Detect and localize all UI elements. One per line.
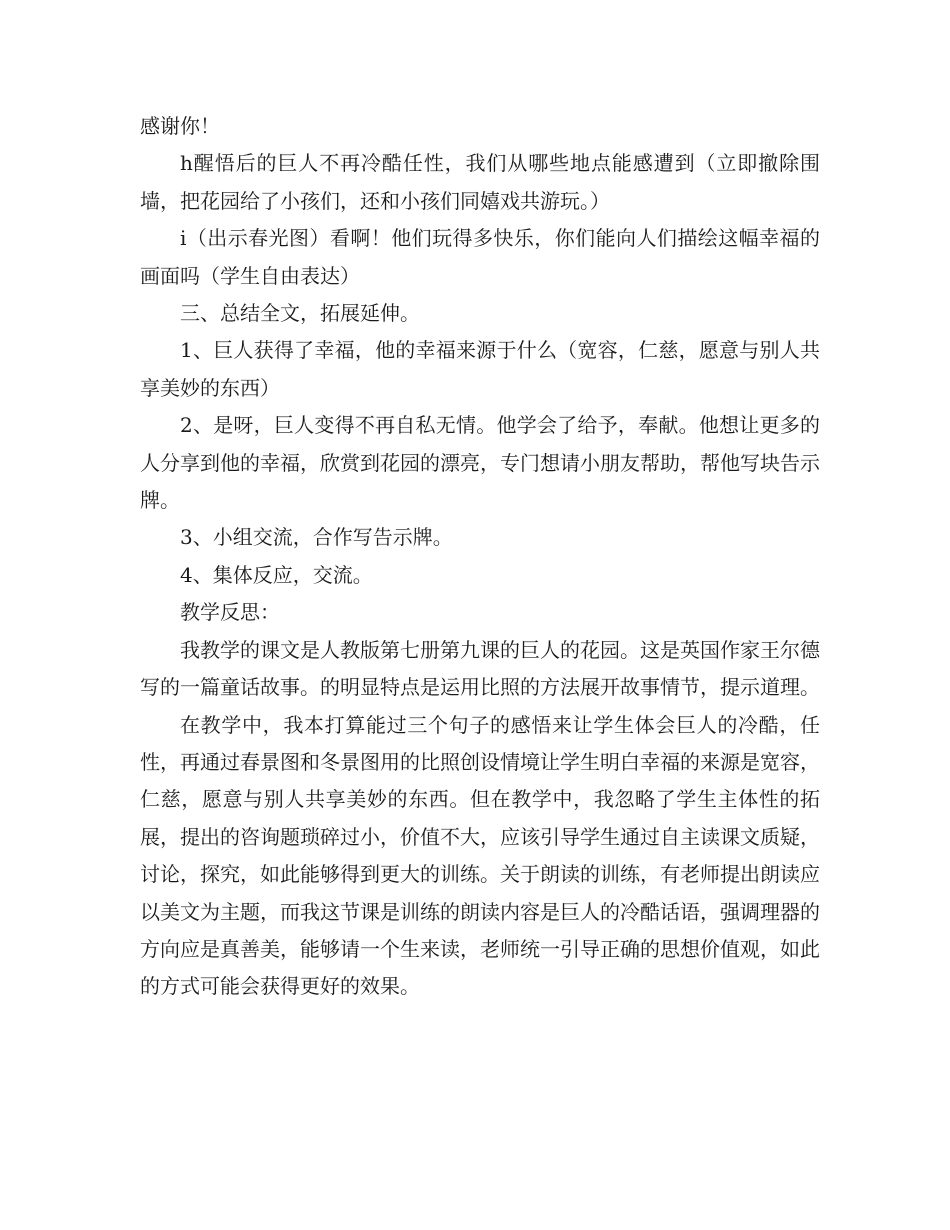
paragraph-5: 2、是呀，巨人变得不再自私无情。他学会了给予，奉献。他想让更多的人分享到他的幸福，欣赏到花园的漂亮，专门想请小朋友帮助，帮他写块告示牌。 — [140, 413, 820, 513]
section-heading-reflection: 教学反思： — [180, 600, 280, 625]
paragraph-7: 4、集体反应，交流。 — [180, 562, 373, 587]
document-body — [140, 108, 820, 1006]
paragraph-6: 3、小组交流，合作写告示牌。 — [180, 525, 453, 550]
paragraph-9: 在教学中，我本打算能过三个句子的感悟来让学生体会巨人的冷酷，任性，再通过春景图和冬景图用的比照创设情境让学生明白幸福的来源是宽容，仁慈，愿意与别人共享美妙的东西。但在教学中，我忽略了学生主体性的拓展，提出的咨询题琐碎过小，价值不大，应该引导学生通过自主读课文质疑，讨论，探究，如此能够得到更大的训练。关于朗读的训练，有老师提出朗读应以美文为主题，而我这节课是训练的朗读内容是巨人的冷酷话语，强调理器的方向应是真善美，能够请一个生来读，老师统一引导正确的思想价值观，如此的方式可能会获得更好的效果。 — [140, 712, 820, 999]
paragraph-4: 1、巨人获得了幸福，他的幸福来源于什么（宽容，仁慈，愿意与别人共享美妙的东西） — [140, 338, 820, 400]
paragraph-2: h醒悟后的巨人不再冷酷任性，我们从哪些地点能感遭到（立即撤除围墙，把花园给了小孩们，还和小孩们同嬉戏共游玩。） — [140, 151, 820, 213]
section-heading-summary: 三、总结全文，拓展延伸。 — [180, 301, 420, 326]
paragraph-8: 我教学的课文是人教版第七册第九课的巨人的花园。这是英国作家王尔德写的一篇童话故事。的明显特点是运用比照的方法展开故事情节，提示道理。 — [140, 637, 820, 700]
paragraph-3: i（出示春光图）看啊！他们玩得多快乐，你们能向人们描绘这幅幸福的画面吗（学生自由表达） — [140, 226, 820, 288]
paragraph-1: 感谢你！ — [140, 114, 220, 138]
